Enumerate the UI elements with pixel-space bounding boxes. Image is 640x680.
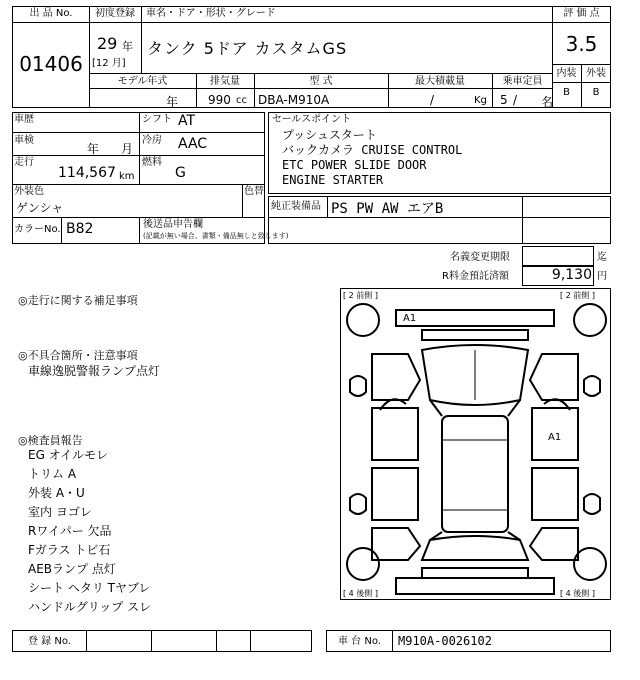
roof [442, 416, 508, 532]
car-name: タンク 5ドア カスタムGS [147, 39, 348, 58]
exterior-label: 外装 [586, 68, 606, 79]
inspection-year-unit: 年 [87, 142, 100, 156]
rear-bumper [396, 578, 554, 594]
name-change-label: 名義変更期限 [450, 252, 510, 263]
lot-label: 出 品 No. [29, 8, 73, 19]
max-load-label: 最大積載量 [415, 76, 465, 87]
left-rear-door [372, 468, 418, 520]
model-year-label: モデル年式 [117, 76, 168, 87]
fuel-label: 燃料 [142, 157, 162, 168]
inspector-item: Fガラス トビ石 [28, 543, 111, 557]
inspector-item: ハンドルグリップ スレ [28, 600, 152, 614]
sales-points-label: セールスポイント [272, 114, 352, 125]
exterior-grade: B [592, 87, 600, 98]
right-rear-door [532, 468, 578, 520]
damage-mark-side: A1 [548, 432, 562, 443]
equipment-value: PS PW AW エアB [331, 201, 444, 217]
right-rear-fender [530, 528, 578, 560]
ext-color-value: ゲンシャ [16, 201, 64, 215]
left-rear-fender [372, 528, 420, 560]
inspector-item: Rワイパー 欠品 [28, 524, 112, 538]
sales-point-item: ENGINE STARTER [282, 173, 384, 187]
first-reg-month: [12 月] [92, 58, 126, 69]
right-front-fender [530, 354, 578, 400]
mileage-unit: km [119, 171, 135, 182]
reg-no-label: 登 録 No. [28, 636, 71, 647]
type-label: 型 式 [309, 76, 333, 87]
inspector-item: AEBランプ 点灯 [28, 562, 116, 576]
displacement-unit: cc [236, 95, 247, 106]
damage-mark-front: A1 [403, 313, 417, 324]
inspector-item: シート ヘタリ Tヤブレ [28, 581, 151, 595]
interior-label: 内装 [556, 68, 577, 79]
shift-label: シフト [142, 114, 172, 125]
capacity-label: 乗車定員 [502, 76, 543, 87]
recycle-value: 9,130 [551, 267, 592, 283]
type-value: DBA-M910A [258, 93, 330, 107]
tire-front-right [574, 304, 606, 336]
chassis-value: M910A-0026102 [398, 634, 492, 648]
chassis-label: 車 台 No. [338, 636, 381, 647]
mileage-value: 114,567 [58, 165, 116, 181]
front-grille [422, 330, 528, 340]
ac-value: AAC [178, 136, 208, 152]
defects-label: ◎不具合箇所・注意事項 [18, 349, 138, 362]
score-label: 評 価 点 [563, 8, 600, 19]
year-unit: 年 [122, 40, 133, 53]
displacement: 990 [208, 93, 231, 107]
ac-label: 冷房 [142, 135, 162, 146]
color-no-value: B82 [66, 221, 94, 237]
inspector-item: 室内 ヨゴレ [28, 505, 92, 519]
diagram-label-tl: [ 2 前側 ] [343, 291, 378, 300]
defect-item: 車線逸脱警報ランプ点灯 [28, 364, 161, 378]
diagram-label-bl: [ 4 後側 ] [343, 589, 378, 598]
first-reg-label: 初度登録 [95, 8, 135, 19]
tire-front-left [347, 304, 379, 336]
inspector-label: ◎検査員報告 [18, 434, 83, 447]
name-change-unit: 迄 [597, 252, 607, 263]
capacity-unit: 名 [541, 95, 554, 109]
max-load-sep: / [430, 93, 435, 107]
fuel-value: G [175, 165, 186, 181]
capacity-sep: / [513, 93, 518, 107]
inspector-item: トリム A [28, 467, 77, 481]
model-year-unit: 年 [166, 95, 179, 109]
left-front-door [372, 408, 418, 460]
car-name-label: 車名・ドア・形状・グレード [146, 8, 276, 19]
score-value: 3.5 [565, 32, 598, 56]
inspection-label: 車検 [14, 135, 34, 146]
rear-lamp-bar [422, 568, 528, 578]
inspection-month-unit: 月 [121, 142, 134, 156]
tailgate [422, 536, 528, 560]
history-label: 車歴 [14, 114, 34, 125]
recycle-unit: 円 [597, 271, 607, 282]
left-front-fender [372, 354, 420, 400]
equipment-label: 純正装備品 [271, 201, 321, 212]
max-load-unit: Kg [474, 95, 487, 106]
capacity-value: 5 [500, 93, 508, 107]
driving-notes-label: ◎走行に関する補足事項 [18, 294, 138, 307]
sales-point-item: ETC POWER SLIDE DOOR [282, 158, 427, 172]
displacement-label: 排気量 [210, 76, 240, 87]
aftermarket-note: (記載が無い場合、書類・備品無しと致します) [143, 232, 289, 240]
diagram-label-br: [ 4 後側 ] [560, 589, 595, 598]
sales-point-item: バックカメラ CRUISE CONTROL [282, 143, 463, 157]
shift-value: AT [178, 113, 196, 129]
mileage-label: 走行 [14, 157, 34, 168]
inspector-item: EG オイルモレ [28, 448, 109, 462]
lot-number: 01406 [19, 52, 83, 76]
interior-grade: B [563, 87, 570, 98]
first-reg-year: 29 [97, 34, 118, 53]
color-no-label: カラーNo. [14, 224, 61, 235]
color-change-label: 色替 [244, 186, 264, 197]
inspector-item: 外装 A・U [28, 486, 85, 500]
sales-point-item: プッシュスタート [282, 128, 377, 142]
recycle-label: R料金預託済額 [442, 271, 509, 282]
front-bumper [396, 310, 554, 326]
aftermarket-label: 後送品申告欄 [143, 219, 203, 230]
diagram-label-tr: [ 2 前側 ] [560, 291, 595, 300]
tire-rear-left [347, 548, 379, 580]
ext-color-label: 外装色 [14, 186, 44, 197]
